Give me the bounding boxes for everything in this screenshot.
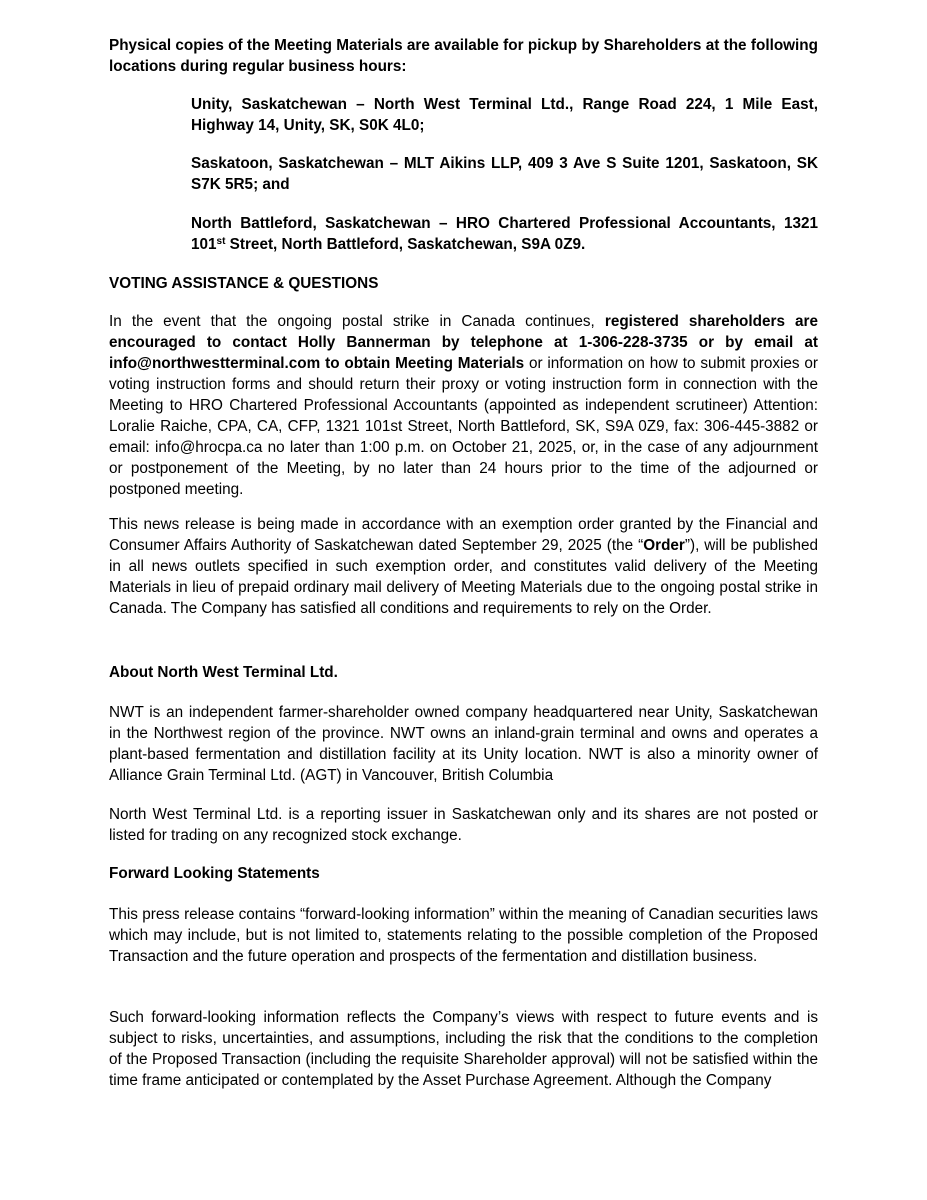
about-heading: About North West Terminal Ltd.: [109, 664, 338, 681]
forward-looking-paragraph-1: This press release contains “forward-looking information” within the meaning of Canadian securities laws which may include, but is not limited to, statements relating to the possible completion of the Proposed Transaction and the future operation and prospects of the fermentation and distillation business.: [109, 906, 818, 965]
voting-assistance-heading: VOTING ASSISTANCE & QUESTIONS: [109, 275, 379, 292]
forward-looking-paragraph-2: Such forward-looking information reflects the Company’s views with respect to future events and is subject to risks, uncertainties, and assumptions, including the risk that the conditions to the completion of the Proposed Transaction (including the requisite Shareholder approval) will not be satisfied within the time frame anticipated or contemplated by the Asset Purchase Agreement. Although the Company: [109, 1009, 818, 1089]
reporting-issuer-paragraph: North West Terminal Ltd. is a reporting issuer in Saskatchewan only and its shares are not posted or listed for trading on any recognized stock exchange.: [109, 806, 818, 844]
voting-paragraph-intro: In the event that the ongoing postal strike in Canada continues,: [109, 313, 605, 330]
voting-contact-instructions: registered shareholders are encouraged to contact Holly Bannerman by telephone at 1-306-228-3735 or by email at info@northwestterminal.com to obtain Meeting Materials: [109, 313, 818, 372]
voting-paragraph-details: or information on how to submit proxies or voting instruction forms and should return their proxy or voting instruction form in connection with the Meeting to HRO Chartered Professional Accountants (appointed as independent scrutineer) Attention: Loralie Raiche, CPA, CA, CFP, 1321 101st Street, North Battleford, SK, S9A 0Z9, fax: 306-445-3882 or email: info@hrocpa.ca no later than 1:00 p.m. on October 21, 2025, or, in the case of any adjournment or postponement of the Meeting, by no later than 24 hours prior to the time of the adjourned or postponed meeting.: [109, 355, 818, 498]
forward-looking-heading: Forward Looking Statements: [109, 865, 320, 882]
voting-assistance-paragraph: [109, 311, 818, 500]
order-defined-term: Order: [643, 537, 685, 554]
about-paragraph: NWT is an independent farmer-shareholder owned company headquartered near Unity, Saskatchewan in the Northwest region of the province. NWT owns an inland-grain terminal and owns and operates a plant-based fermentation and distillation facility at its Unity location. NWT is also a minority owner of Alliance Grain Terminal Ltd. (AGT) in Vancouver, British Columbia: [109, 704, 818, 784]
pickup-intro-paragraph: Physical copies of the Meeting Materials are available for pickup by Shareholders at the following locations during regular business hours:: [109, 37, 818, 75]
exemption-order-post: ”), will be published in all news outlets specified in such exemption order, and constitutes valid delivery of the Meeting Materials in lieu of prepaid ordinary mail delivery of Meeting Materials due to the ongoing postal strike in Canada. The Company has satisfied all conditions and requirements to rely on the Order.: [109, 537, 818, 617]
location-unity: Unity, Saskatchewan – North West Terminal Ltd., Range Road 224, 1 Mile East, Highway 14, Unity, SK, S0K 4L0;: [191, 96, 818, 134]
ordinal-suffix: st: [216, 236, 226, 247]
location-north-battleford-post: Street, North Battleford, Saskatchewan, S9A 0Z9.: [225, 236, 586, 253]
location-north-battleford: [191, 213, 818, 255]
exemption-order-paragraph: [109, 514, 818, 619]
location-north-battleford-pre: North Battleford, Saskatchewan – HRO Chartered Professional Accountants, 1321 101: [191, 215, 818, 253]
exemption-order-pre: This news release is being made in accordance with an exemption order granted by the Financial and Consumer Affairs Authority of Saskatchewan dated September 29, 2025 (the “: [109, 516, 818, 554]
location-saskatoon: Saskatoon, Saskatchewan – MLT Aikins LLP, 409 3 Ave S Suite 1201, Saskatoon, SK S7K 5R5; and: [191, 155, 818, 193]
